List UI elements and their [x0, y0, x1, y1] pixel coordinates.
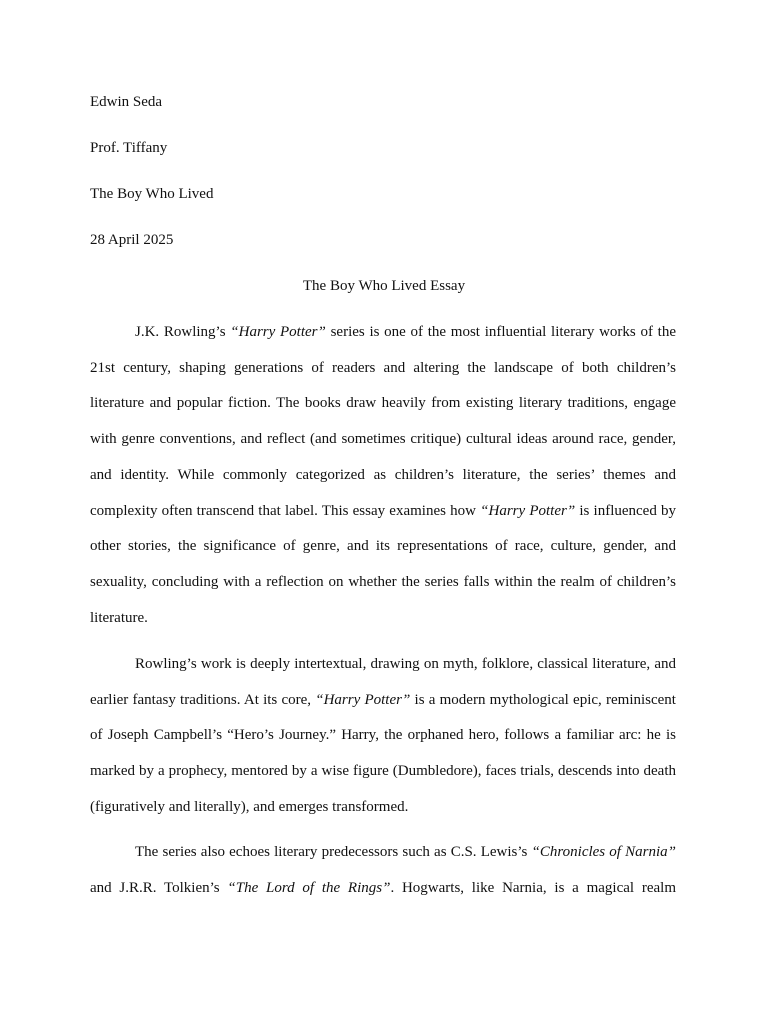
paragraph-2-line: of Joseph Campbell’s “Hero’s Journey.” Harry, the orphaned hero, follows a familiar arc: he is	[90, 727, 676, 744]
paragraph-2-line: Rowling’s work is deeply intertextual, drawing on myth, folklore, classical literature, and	[135, 656, 676, 672]
paragraph-1-line: with genre conventions, and reflect (and sometimes critique) cultural ideas around race, gender,	[90, 431, 676, 448]
paragraph-3-line: The series also echoes literary predecessors such as C.S. Lewis’s “Chronicles of Narnia”	[135, 844, 676, 860]
paragraph-1-line: literature.	[90, 609, 148, 626]
paragraph-2-line: (figuratively and literally), and emerges transformed.	[90, 798, 409, 815]
paragraph-1-line: sexuality, concluding with a reflection on whether the series falls within the realm of children’s	[90, 573, 676, 590]
italic-title: “Harry Potter”	[315, 691, 411, 708]
paragraph-1-line: literature and popular fiction. The books draw heavily from existing literary traditions, engage	[90, 395, 676, 412]
paragraph-2-line: marked by a prophecy, mentored by a wise figure (Dumbledore), faces trials, descends into death	[90, 763, 676, 780]
italic-title: “Chronicles of Narnia”	[531, 844, 676, 860]
italic-title: “Harry Potter”	[480, 502, 576, 519]
paragraph-3-line: and J.R.R. Tolkien’s “The Lord of the Rings”. Hogwarts, like Narnia, is a magical realm	[90, 879, 676, 896]
course-name: The Boy Who Lived	[90, 186, 214, 202]
essay-title: The Boy Who Lived Essay	[302, 278, 466, 294]
paragraph-1-line: other stories, the significance of genre, and its representations of race, culture, gender, and	[90, 538, 676, 555]
paragraph-1-line: and identity. While commonly categorized as children’s literature, the series’ themes and	[90, 466, 676, 483]
paragraph-1-line: complexity often transcend that label. This essay examines how “Harry Potter” is influenced by	[90, 502, 677, 519]
essay-date: 28 April 2025	[90, 232, 174, 248]
italic-title: “The Lord of the Rings”	[227, 879, 391, 896]
professor-name: Prof. Tiffany	[90, 140, 168, 156]
paragraph-1-line: 21st century, shaping generations of readers and altering the landscape of both children’s	[90, 359, 676, 376]
italic-title: “Harry Potter”	[230, 324, 326, 340]
author-name: Edwin Seda	[90, 94, 163, 110]
paragraph-1-line: J.K. Rowling’s “Harry Potter” series is one of the most influential literary works of the	[135, 324, 677, 340]
paragraph-2-line: earlier fantasy traditions. At its core, “Harry Potter” is a modern mythological epic, reminiscent	[90, 691, 676, 708]
